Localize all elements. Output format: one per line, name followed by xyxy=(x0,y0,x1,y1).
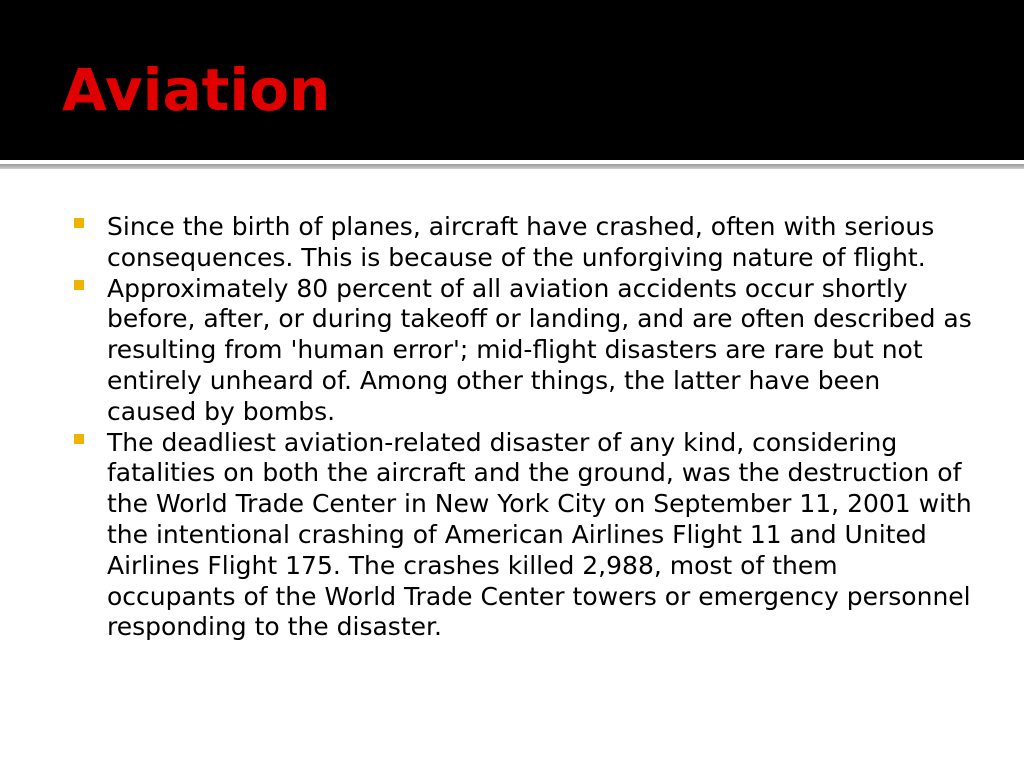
bullet-item xyxy=(72,212,972,274)
bullet-text: Since the birth of planes, aircraft have crashed, often with serious consequences. This is because of the unforgiving nature of flight. xyxy=(107,212,935,272)
bullet-text: The deadliest aviation-related disaster of any kind, considering fatalities on both the aircraft and the ground, was the destruction of the World Trade Center in New York City on September 11, 2001 with the intentional crashing of American Airlines Flight 11 and United Airlines Flight 175. The crashes killed 2,988, most of them occupants of the World Trade Center towers or emergency personnel responding to the disaster. xyxy=(107,427,972,642)
bullet-item xyxy=(72,274,972,428)
title-divider-shadow xyxy=(0,164,1024,169)
bullet-text: Approximately 80 percent of all aviation accidents occur shortly before, after, or during takeoff or landing, and are often described as resulting from 'human error'; mid-flight disasters are rare but not entirely unheard of. Among other things, the latter have been caused by bombs. xyxy=(107,273,972,426)
slide-title: Aviation xyxy=(62,56,331,124)
square-bullet-icon xyxy=(74,280,84,290)
bullet-list xyxy=(72,212,972,643)
bullet-item xyxy=(72,428,972,644)
title-bar xyxy=(0,0,1024,160)
title-divider xyxy=(0,160,1024,163)
square-bullet-icon xyxy=(74,218,84,228)
square-bullet-icon xyxy=(74,434,84,444)
